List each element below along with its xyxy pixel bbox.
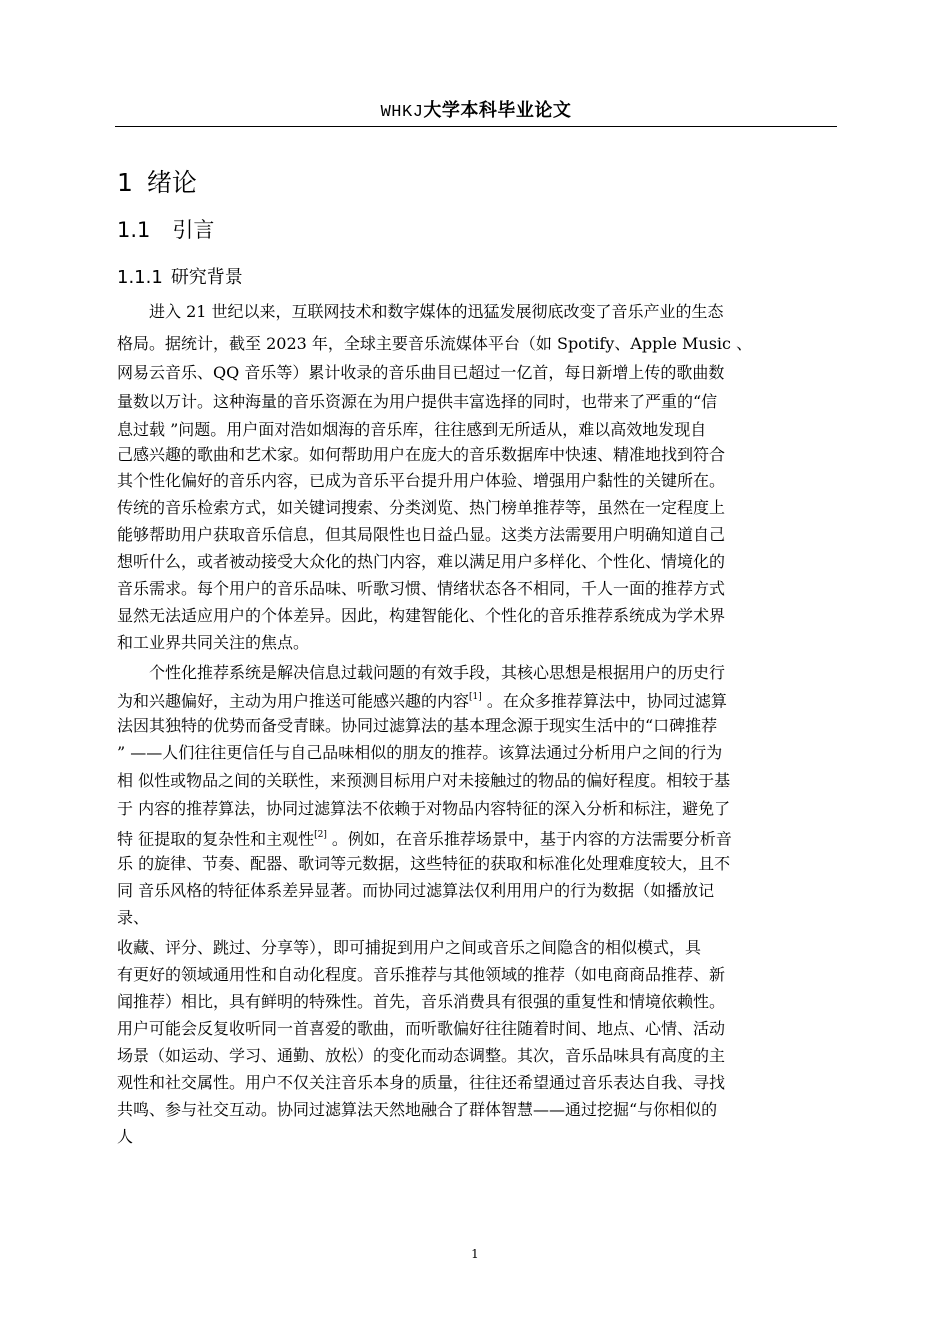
- body-line-with-citation: 特 征提取的复杂性和主观性[2] 。例如，在音乐推荐场景中，基于内容的方法需要分析音: [117, 829, 732, 849]
- chapter-heading: [117, 163, 197, 199]
- running-header: [115, 96, 837, 122]
- body-line: 个性化推荐系统是解决信息过载问题的有效手段，其核心思想是根据用户的历史行: [133, 663, 726, 682]
- body-line: 观性和社交属性。用户不仅关注音乐本身的质量，往往还希望通过音乐表达自我、寻找: [117, 1073, 726, 1092]
- body-line: 用户可能会反复收听同一首喜爱的歌曲，而听歌偏好往往随着时间、地点、心情、活动: [117, 1019, 726, 1038]
- body-line: 人: [117, 1127, 134, 1146]
- body-line: 传统的音乐检索方式，如关键词搜索、分类浏览、热门榜单推荐等，虽然在一定程度上: [117, 498, 726, 517]
- body-line: 音乐需求。每个用户的音乐品味、听歌习惯、情绪状态各不相同，千人一面的推荐方式: [117, 579, 726, 598]
- body-line: 进入 21 世纪以来，互联网技术和数字媒体的迅猛发展彻底改变了音乐产业的生态: [133, 302, 724, 321]
- body-line: 和工业界共同关注的焦点。: [117, 633, 310, 652]
- subsection-title: 研究背景: [170, 267, 243, 288]
- body-line: 息过载 ”问题。用户面对浩如烟海的音乐库，往往感到无所适从，难以高效地发现自: [117, 420, 707, 439]
- body-line: 格局。据统计，截至 2023 年，全球主要音乐流媒体平台（如 Spotify、Apple Music 、: [117, 334, 753, 353]
- body-line: 网易云音乐、QQ 音乐等）累计收录的音乐曲目已超过一亿首，每日新增上传的歌曲数: [117, 363, 725, 382]
- chapter-title: 绪论: [146, 168, 197, 197]
- body-line: 乐 的旋律、节奏、配器、歌词等元数据，这些特征的获取和标准化处理难度较大，且不: [117, 854, 731, 873]
- body-line: 收藏、评分、跳过、分享等），即可捕捉到用户之间或音乐之间隐含的相似模式，具: [117, 938, 702, 957]
- body-line: 有更好的领域通用性和自动化程度。音乐推荐与其他领域的推荐（如电商商品推荐、新: [117, 965, 726, 984]
- body-line: 共鸣、参与社交互动。协同过滤算法天然地融合了群体智慧——通过挖掘“与你相似的: [117, 1100, 718, 1119]
- body-line: 量数以万计。这种海量的音乐资源在为用户提供丰富选择的同时，也带来了严重的“信: [117, 392, 718, 411]
- section-heading: [117, 214, 214, 244]
- header-title: 大学本科毕业论文: [423, 100, 572, 121]
- page-number: 1: [471, 1247, 479, 1261]
- citation-ref: [2]: [314, 830, 327, 840]
- subsection-heading: [117, 263, 243, 289]
- header-latin: WHKJ: [380, 103, 424, 122]
- body-line: 录、: [117, 908, 150, 927]
- chapter-number: 1: [117, 168, 133, 197]
- body-line: 法因其独特的优势而备受青睐。协同过滤算法的基本理念源于现实生活中的“口碑推荐: [117, 716, 718, 735]
- body-line: 己感兴趣的歌曲和艺术家。如何帮助用户在庞大的音乐数据库中快速、精准地找到符合: [117, 445, 726, 464]
- body-line: 同 音乐风格的特征体系差异显著。而协同过滤算法仅利用用户的行为数据（如播放记: [117, 881, 715, 900]
- subsection-number: 1.1.1: [117, 267, 163, 288]
- body-line: 想听什么，或者被动接受大众化的热门内容，难以满足用户多样化、个性化、情境化的: [117, 552, 726, 571]
- body-line: 闻推荐）相比，具有鲜明的特殊性。首先，音乐消费具有很强的重复性和情境依赖性。: [117, 992, 726, 1011]
- body-line: 场景（如运动、学习、通勤、放松）的变化而动态调整。其次，音乐品味具有高度的主: [117, 1046, 726, 1065]
- header-rule: [115, 126, 837, 127]
- body-line: 其个性化偏好的音乐内容，已成为音乐平台提升用户体验、增强用户黏性的关键所在。: [117, 471, 726, 490]
- body-line: 能够帮助用户获取音乐信息，但其局限性也日益凸显。这类方法需要用户明确知道自己: [117, 525, 726, 544]
- citation-ref: [1]: [469, 692, 482, 702]
- section-number: 1.1: [117, 218, 151, 242]
- body-line-with-citation: 为和兴趣偏好，主动为用户推送可能感兴趣的内容[1] 。在众多推荐算法中，协同过滤算: [117, 691, 727, 711]
- section-title: 引言: [172, 218, 215, 242]
- body-line: 于 内容的推荐算法，协同过滤算法不依赖于对物品内容特征的深入分析和标注，避免了: [117, 799, 731, 818]
- body-line: 相 似性或物品之间的关联性，来预测目标用户对未接触过的物品的偏好程度。相较于基: [117, 771, 731, 790]
- body-line: ” ——人们往往更信任与自己品味相似的朋友的推荐。该算法通过分析用户之间的行为: [117, 743, 723, 762]
- body-line: 显然无法适应用户的个体差异。因此，构建智能化、个性化的音乐推荐系统成为学术界: [117, 606, 726, 625]
